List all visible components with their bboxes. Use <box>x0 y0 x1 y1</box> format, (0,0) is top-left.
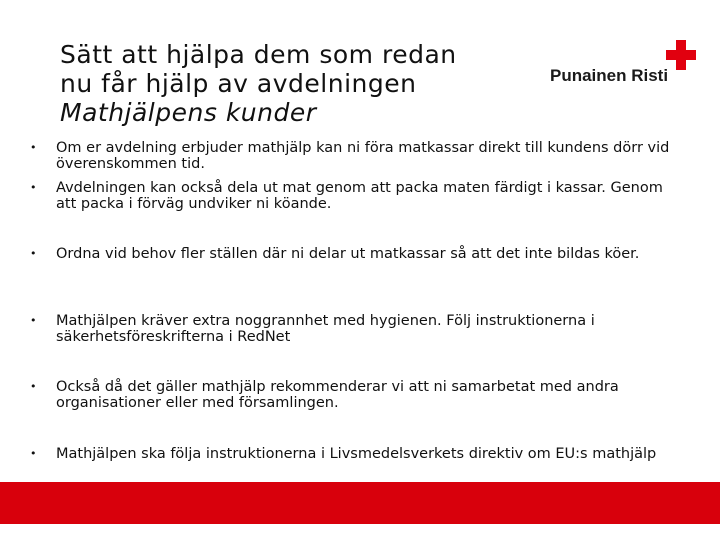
bullet-item <box>30 140 670 172</box>
red-cross-icon <box>666 40 696 70</box>
bullet-item <box>30 246 670 262</box>
bullet-dot-icon: • <box>30 447 37 460</box>
title-line-3: Mathjälpens kunder <box>60 98 317 127</box>
bullet-item <box>30 180 670 212</box>
bullet-text: Också då det gäller mathjälp rekommenderar vi att ni samarbetat med andra organisationer eller med församlingen. <box>56 379 619 411</box>
red-cross-logo <box>550 40 695 90</box>
bullet-dot-icon: • <box>30 141 37 154</box>
bullet-text: Ordna vid behov fler ställen där ni delar ut matkassar så att det inte bildas köer. <box>56 246 640 262</box>
title-line-1: Sätt att hjälpa dem som redan <box>60 40 457 69</box>
bullet-text: Mathjälpen kräver extra noggrannhet med hygienen. Följ instruktionerna i säkerhetsföreskrifterna i RedNet <box>56 313 595 345</box>
bullet-item <box>30 446 670 462</box>
bullet-dot-icon: • <box>30 380 37 393</box>
footer-bar <box>0 482 720 524</box>
bullet-dot-icon: • <box>30 247 37 260</box>
slide-title <box>60 40 530 127</box>
bullet-dot-icon: • <box>30 314 37 327</box>
bullet-text: Om er avdelning erbjuder mathjälp kan ni föra matkassar direkt till kundens dörr vid överenskommen tid. <box>56 140 670 172</box>
logo-text: Punainen Risti <box>550 66 669 85</box>
bullet-item <box>30 379 670 411</box>
bullet-text: Mathjälpen ska följa instruktionerna i Livsmedelsverkets direktiv om EU:s mathjälp <box>56 446 657 462</box>
bullet-dot-icon: • <box>30 181 37 194</box>
bullet-item <box>30 313 670 345</box>
bullet-text: Avdelningen kan också dela ut mat genom att packa maten färdigt i kassar. Genom att packa i förväg undviker ni köande. <box>56 180 663 212</box>
title-line-2: nu får hjälp av avdelningen <box>60 69 417 98</box>
